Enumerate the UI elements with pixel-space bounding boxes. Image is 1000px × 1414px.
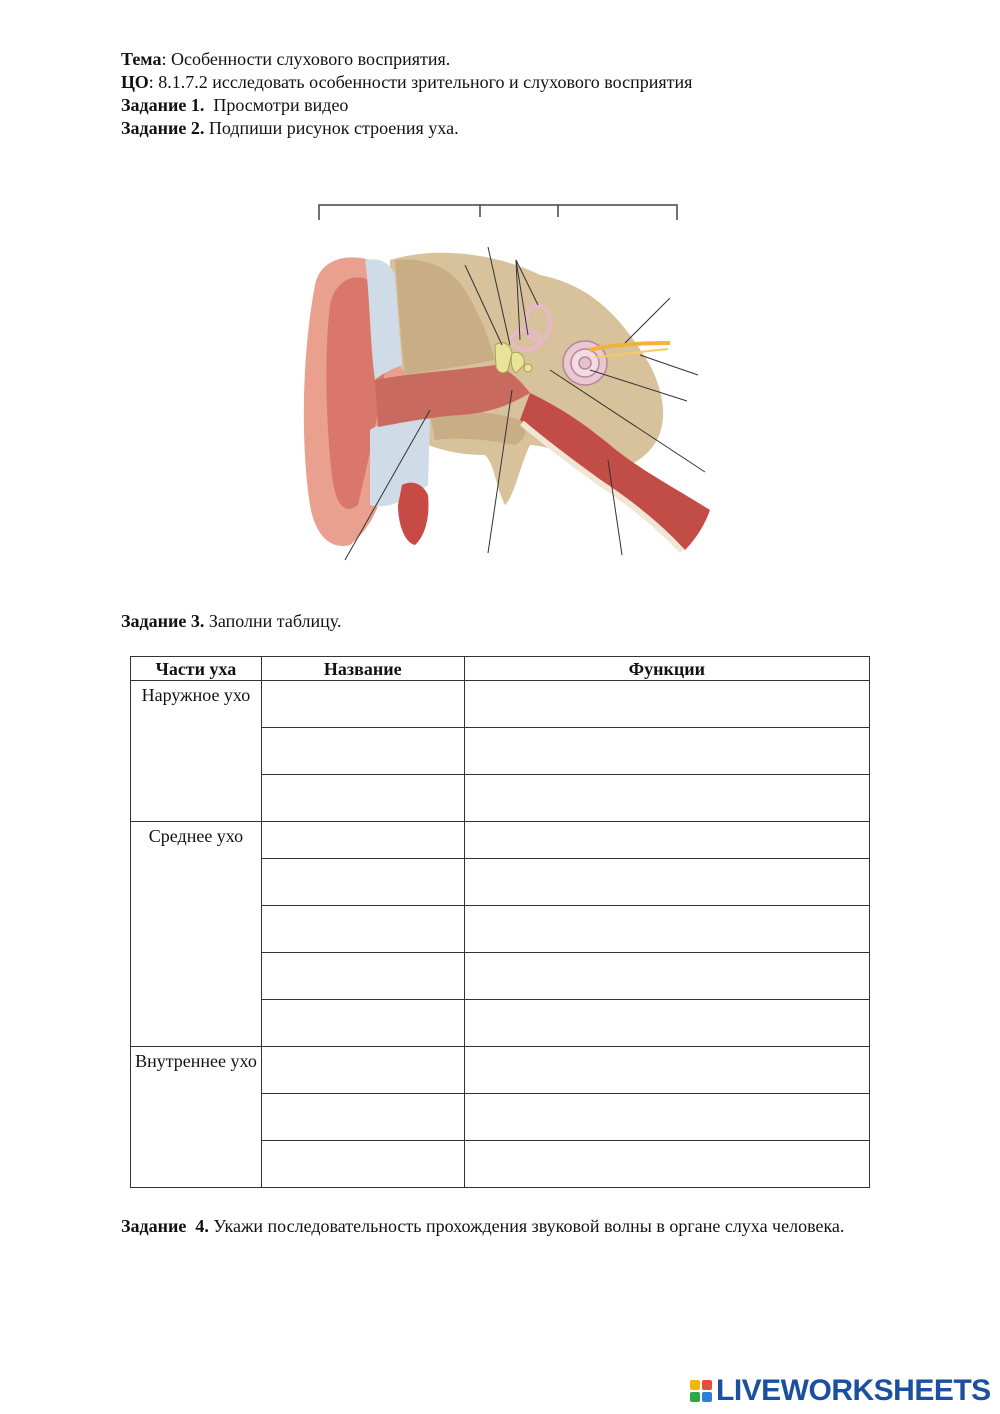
name-input-cell[interactable] [261,859,464,906]
objective-label: ЦО [121,72,149,92]
name-input-cell[interactable] [261,906,464,953]
name-input-cell[interactable] [261,822,464,859]
task1-text: Просмотри видео [204,95,349,115]
name-input-cell[interactable] [261,1094,464,1141]
topic-label: Тема [121,49,162,69]
part-outer-ear: Наружное ухо [131,681,262,822]
table-row [131,681,870,728]
topic-text: : Особенности слухового восприятия. [161,49,451,69]
objective-text: : 8.1.7.2 исследовать особенности зрительного и слухового восприятия [148,72,693,92]
topic-line [121,48,450,70]
function-input-cell[interactable] [464,1094,869,1141]
part-middle-ear: Среднее ухо [131,822,262,1047]
name-input-cell[interactable] [261,953,464,1000]
name-input-cell[interactable] [261,681,464,728]
section-bracket [319,205,677,220]
logo-square [702,1392,712,1402]
part-inner-ear: Внутреннее ухо [131,1047,262,1188]
name-input-cell[interactable] [261,1000,464,1047]
logo-square [690,1380,700,1390]
objective-line [121,71,692,93]
function-input-cell[interactable] [464,859,869,906]
function-input-cell[interactable] [464,1141,869,1188]
ear-structure-diagram [290,165,730,565]
logo-square [690,1392,700,1402]
table-header-row [131,657,870,681]
name-input-cell[interactable] [261,1047,464,1094]
task1-label: Задание 1. [121,95,205,115]
header-name: Название [261,657,464,681]
task2-line [121,117,459,139]
logo-mark-icon [690,1380,712,1402]
name-input-cell[interactable] [261,775,464,822]
header-functions: Функции [464,657,869,681]
function-input-cell[interactable] [464,775,869,822]
function-input-cell[interactable] [464,1000,869,1047]
task4-text: Укажи последовательность прохождения звуковой волны в органе слуха человека. [208,1216,845,1236]
header-parts: Части уха [131,657,262,681]
function-input-cell[interactable] [464,681,869,728]
function-input-cell[interactable] [464,906,869,953]
name-input-cell[interactable] [261,728,464,775]
function-input-cell[interactable] [464,728,869,775]
task3-label: Задание 3. [121,611,205,631]
table-row [131,822,870,859]
liveworksheets-logo [690,1373,991,1409]
task2-label: Задание 2. [121,118,205,138]
name-input-cell[interactable] [261,1141,464,1188]
task4-label: Задание 4. [121,1216,209,1236]
task1-line [121,94,348,116]
ear-lobe-tissue [398,483,428,545]
function-input-cell[interactable] [464,822,869,859]
function-input-cell[interactable] [464,1047,869,1094]
logo-text: LIVEWORKSHEETS [716,1374,991,1407]
ear-parts-table [130,656,870,1188]
task2-text: Подпиши рисунок строения уха. [204,118,459,138]
task3-text: Заполни таблицу. [204,611,342,631]
task4-paragraph [121,1214,881,1238]
function-input-cell[interactable] [464,953,869,1000]
task3-line [121,610,342,632]
logo-square [702,1380,712,1390]
table-row [131,1047,870,1094]
